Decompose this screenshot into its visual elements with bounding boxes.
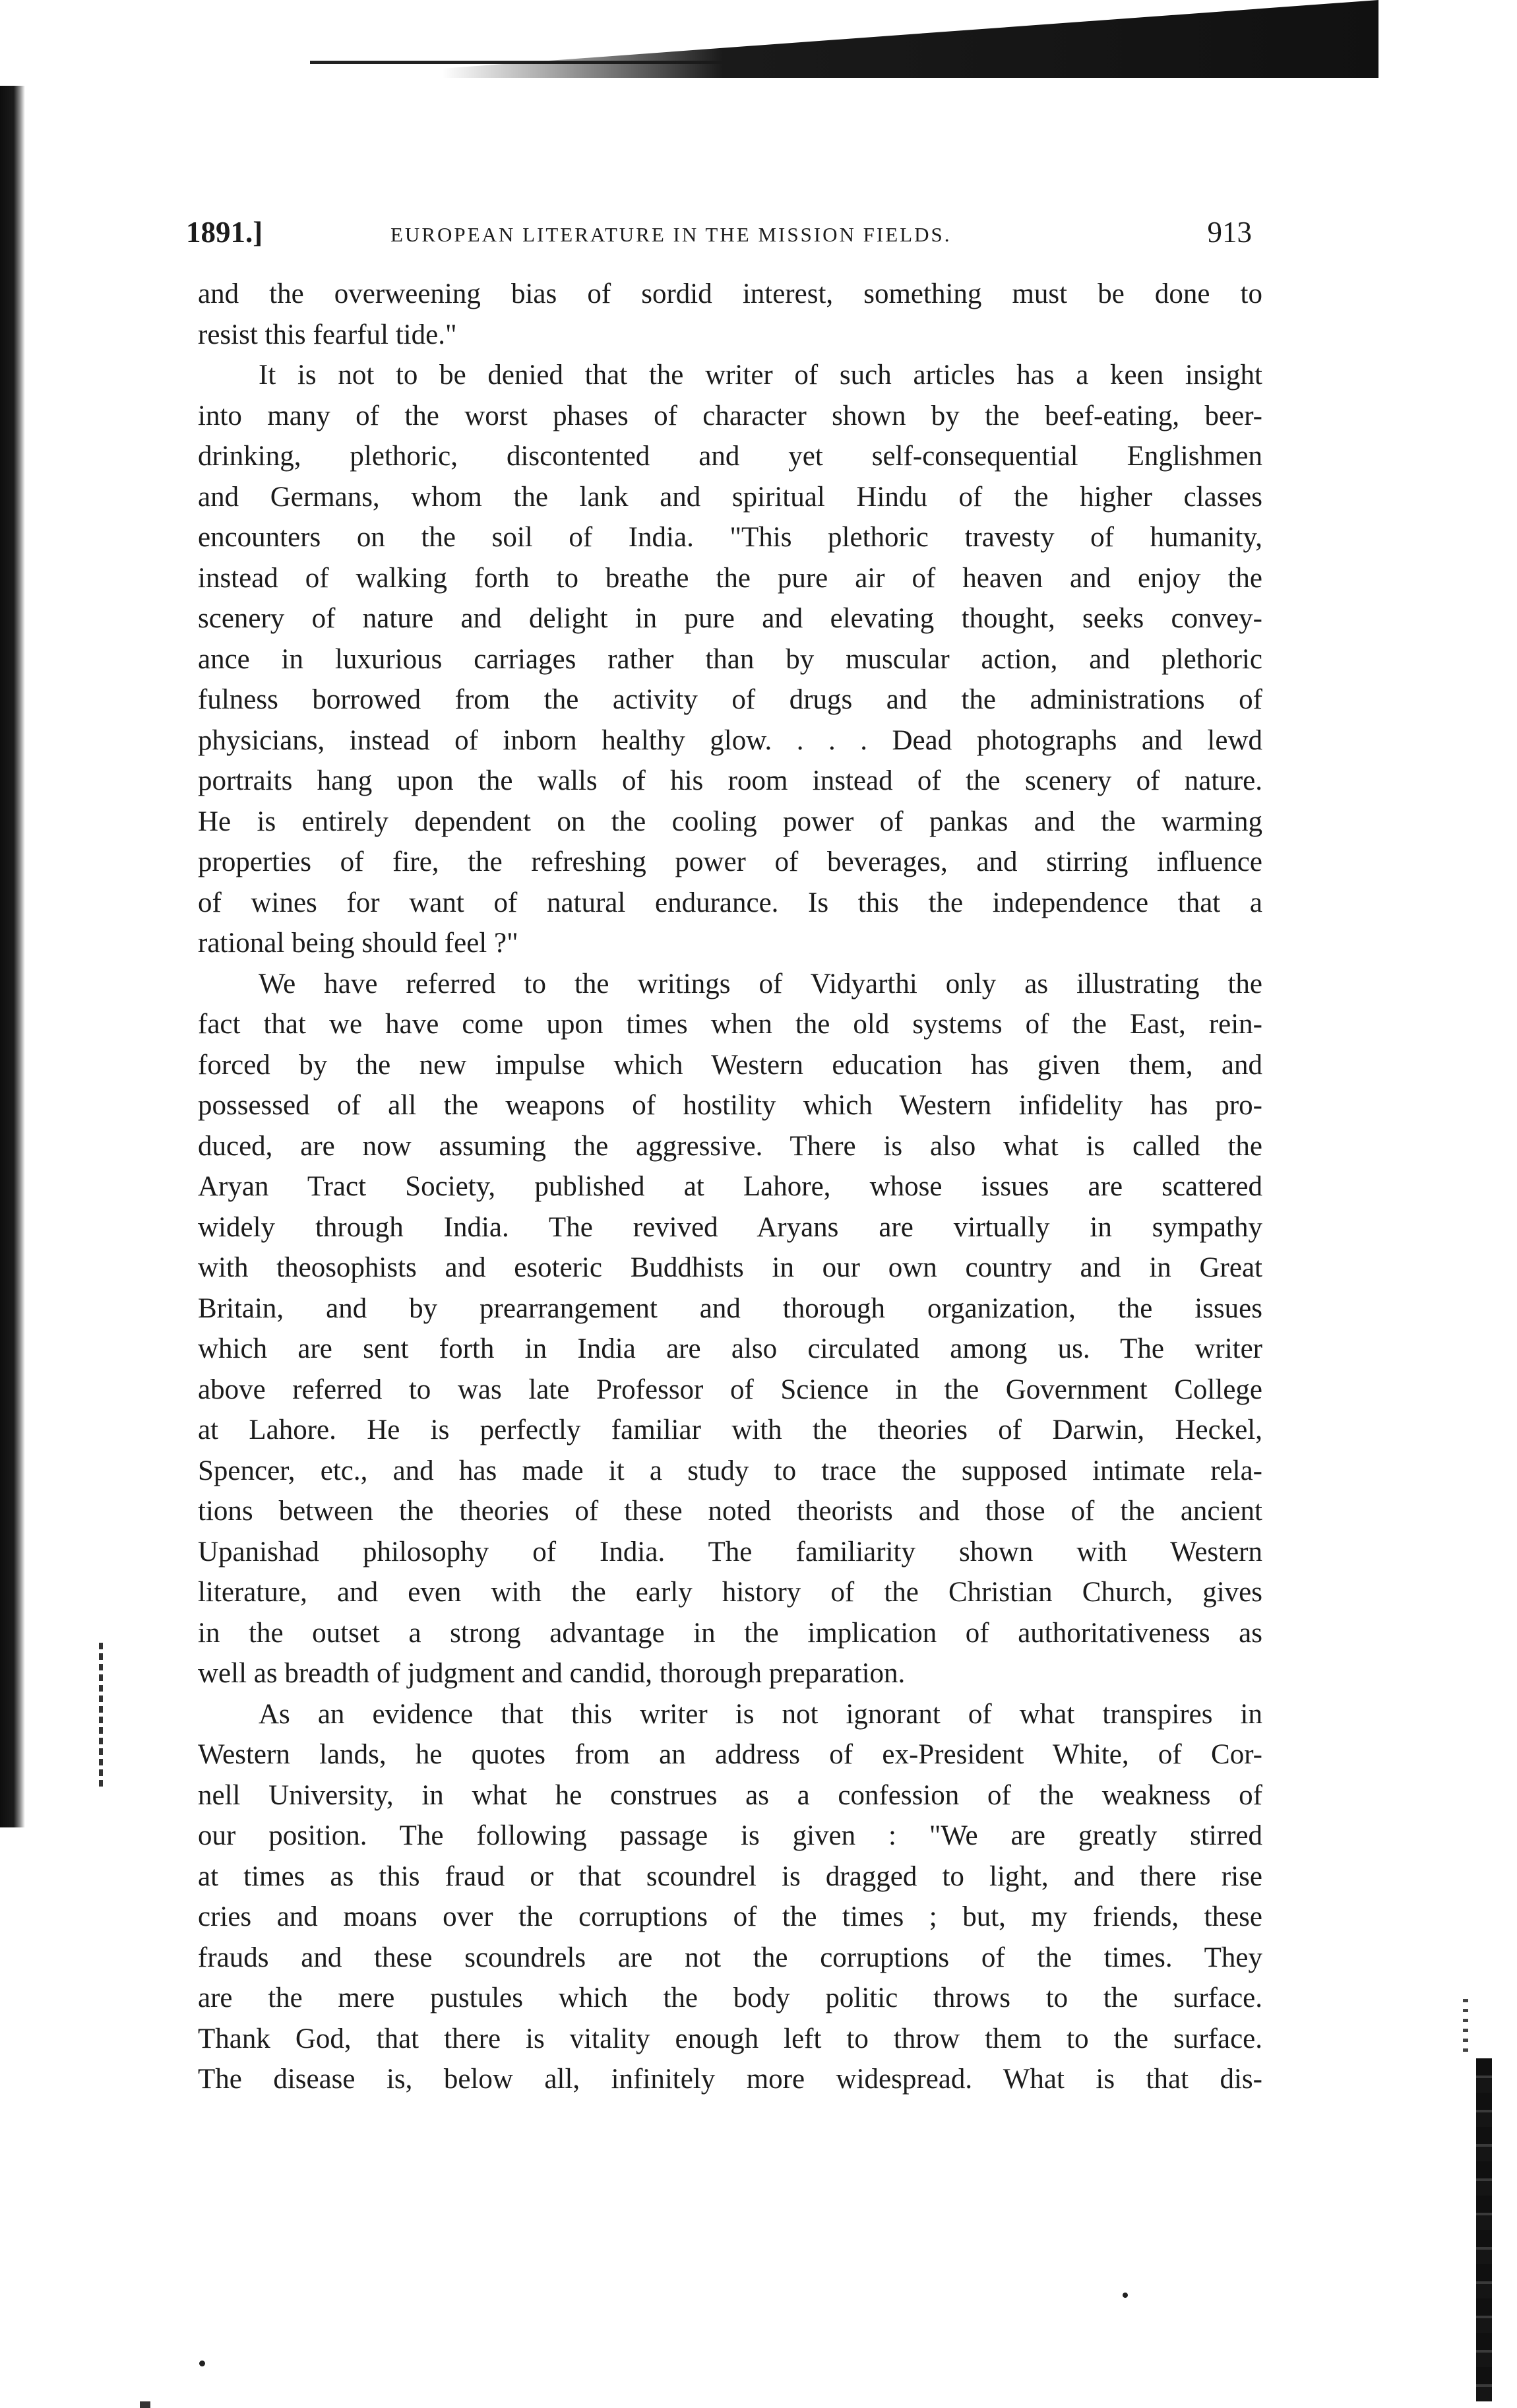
page-body: [198, 274, 1262, 2100]
scan-right-margin-dots: [1463, 1999, 1468, 2058]
text-line: rational being should feel ?": [198, 928, 518, 959]
paragraph: [198, 964, 1262, 1694]
text-line: scenery of nature and delight in pure and elevating thought, seeks convey-: [198, 603, 1262, 634]
text-line: Thank God, that there is vitality enough left to throw them to the surface.: [198, 2023, 1262, 2054]
text-line: frauds and these scoundrels are not the corruptions of the times. They: [198, 1942, 1262, 1973]
text-line: at Lahore. He is perfectly familiar with the theories of Darwin, Heckel,: [198, 1414, 1262, 1445]
text-line: tions between the theories of these noted theorists and those of the ancient: [198, 1496, 1262, 1527]
page-number: 913: [1207, 216, 1252, 249]
text-line: literature, and even with the early history of the Christian Church, gives: [198, 1577, 1262, 1608]
text-line: properties of fire, the refreshing power of beverages, and stirring influence: [198, 846, 1262, 877]
text-line: Aryan Tract Society, published at Lahore, whose issues are scattered: [198, 1171, 1262, 1202]
paragraph: [198, 355, 1262, 964]
scan-right-edge-bleed: [1476, 2058, 1492, 2401]
text-line: are the mere pustules which the body politic throws to the surface.: [198, 1982, 1262, 2013]
text-line: As an evidence that this writer is not ignorant of what transpires in: [259, 1698, 1262, 1730]
text-line: It is not to be denied that the writer of such articles has a keen insight: [259, 360, 1262, 391]
text-line: widely through India. The revived Aryans are virtually in sympathy: [198, 1211, 1262, 1243]
text-line: into many of the worst phases of character shown by the beef-eating, beer-: [198, 400, 1262, 431]
text-line: forced by the new impulse which Western education has given them, and: [198, 1049, 1262, 1081]
text-line: The disease is, below all, infinitely more widespread. What is that dis-: [198, 2064, 1262, 2095]
paragraph: [198, 1694, 1262, 2100]
text-line: physicians, instead of inborn healthy glow. . . . Dead photographs and lewd: [198, 724, 1262, 756]
text-line: and the overweening bias of sordid interest, something must be done to: [198, 278, 1262, 309]
running-head: [186, 212, 1253, 252]
text-line: Upanishad philosophy of India. The familiarity shown with Western: [198, 1536, 1262, 1568]
scan-speck: [1123, 2293, 1128, 2298]
text-line: well as breadth of judgment and candid, thorough preparation.: [198, 1658, 906, 1689]
text-line: and Germans, whom the lank and spiritual Hindu of the higher classes: [198, 481, 1262, 513]
text-line: portraits hang upon the walls of his room instead of the scenery of nature.: [198, 765, 1262, 796]
text-line: at times as this fraud or that scoundrel is dragged to light, and there rise: [198, 1860, 1262, 1892]
scan-speck: [199, 2360, 205, 2366]
text-line: of wines for want of natural endurance. Is this the independence that a: [198, 887, 1262, 918]
scan-left-binding-shadow: [0, 86, 25, 1827]
text-line: instead of walking forth to breathe the pure air of heaven and enjoy the: [198, 562, 1262, 594]
text-line: fact that we have come upon times when the old systems of the East, rein-: [198, 1009, 1262, 1040]
text-line: encounters on the soil of India. "This plethoric travesty of humanity,: [198, 522, 1262, 553]
scan-top-edge: [310, 0, 1378, 78]
text-line: Spencer, etc., and has made it a study to trace the supposed intimate rela-: [198, 1455, 1262, 1486]
text-line: nell University, in what he construes as a confession of the weakness of: [198, 1779, 1262, 1811]
text-line: in the outset a strong advantage in the implication of authoritativeness as: [198, 1617, 1262, 1649]
text-line: resist this fearful tide.": [198, 319, 457, 350]
text-line: with theosophists and esoteric Buddhists in our own country and in Great: [198, 1252, 1262, 1283]
text-line: our position. The following passage is given : "We are greatly stirred: [198, 1820, 1262, 1851]
scan-left-margin-mark: [99, 1643, 103, 1788]
text-line: cries and moans over the corruptions of the times ; but, my friends, these: [198, 1901, 1262, 1932]
text-line: He is entirely dependent on the cooling power of pankas and the warming: [198, 806, 1262, 837]
scan-speck: [140, 2401, 150, 2408]
running-head-title: EUROPEAN LITERATURE IN THE MISSION FIELDS.: [390, 223, 952, 246]
text-line: which are sent forth in India are also circulated among us. The writer: [198, 1333, 1262, 1364]
text-line: possessed of all the weapons of hostility which Western infidelity has pro-: [198, 1090, 1262, 1121]
scan-shadow-band: [442, 0, 1378, 78]
text-line: Western lands, he quotes from an address of ex-President White, of Cor-: [198, 1739, 1262, 1770]
text-line: duced, are now assuming the aggressive. There is also what is called the: [198, 1130, 1262, 1162]
text-line: drinking, plethoric, discontented and yet self-consequential Englishmen: [198, 441, 1262, 472]
text-line: Britain, and by prearrangement and thorough organization, the issues: [198, 1292, 1262, 1324]
text-line: ance in luxurious carriages rather than by muscular action, and plethoric: [198, 643, 1262, 675]
paragraph: [198, 274, 1262, 355]
text-line: We have referred to the writings of Vidyarthi only as illustrating the: [259, 968, 1262, 999]
running-head-year: 1891.]: [186, 216, 263, 249]
text-line: above referred to was late Professor of Science in the Government College: [198, 1374, 1262, 1405]
text-line: fulness borrowed from the activity of drugs and the administrations of: [198, 684, 1262, 715]
